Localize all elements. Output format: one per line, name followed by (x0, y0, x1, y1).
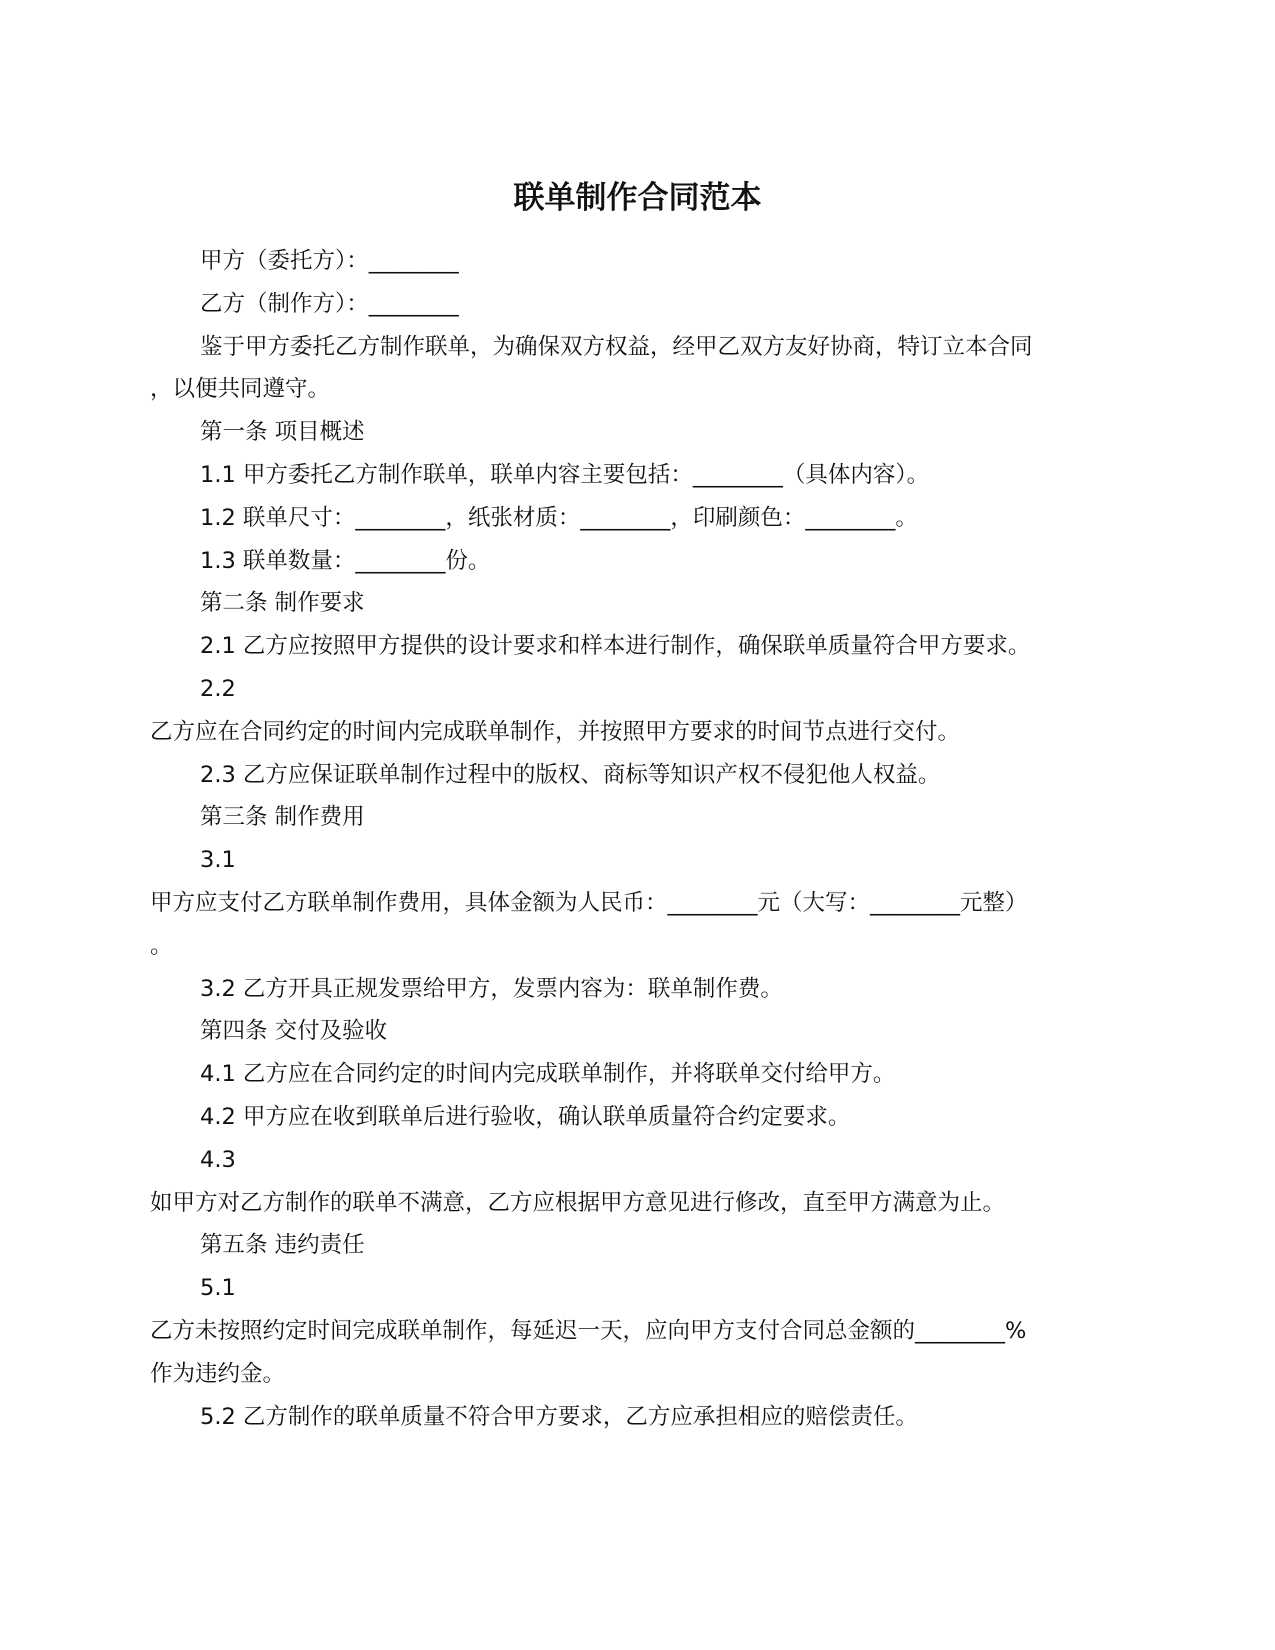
article-5-heading: 第五条 违约责任 (200, 1232, 365, 1259)
clause-2-3: 2.3 乙方应保证联单制作过程中的版权、商标等知识产权不侵犯他人权益。 (200, 761, 941, 788)
party-a-line: 甲方（委托方）：________ (200, 248, 459, 274)
clause-5-2: 5.2 乙方制作的联单质量不符合甲方要求，乙方应承担相应的赔偿责任。 (200, 1403, 918, 1430)
preamble-line-2: ，以便共同遵守。 (150, 376, 331, 403)
clause-4-3-text: 如甲方对乙方制作的联单不满意，乙方应根据甲方意见进行修改，直至甲方满意为止。 (150, 1189, 1006, 1216)
clause-5-1-number: 5.1 (200, 1275, 236, 1302)
clause-1-3: 1.3 联单数量：________份。 (200, 547, 491, 574)
clause-1-2: 1.2 联单尺寸：________，纸张材质：________，印刷颜色：________。 (200, 504, 918, 531)
article-4-heading: 第四条 交付及验收 (200, 1018, 388, 1045)
clause-2-2-number: 2.2 (200, 675, 236, 702)
article-2-heading: 第二条 制作要求 (200, 590, 365, 617)
clause-4-1: 4.1 乙方应在合同约定的时间内完成联单制作，并将联单交付给甲方。 (200, 1061, 896, 1088)
article-1-heading: 第一条 项目概述 (200, 419, 365, 446)
document-title: 联单制作合同范本 (513, 180, 762, 216)
clause-5-1-end: 作为违约金。 (150, 1360, 286, 1387)
clause-3-2: 3.2 乙方开具正规发票给甲方，发票内容为：联单制作费。 (200, 975, 783, 1002)
clause-3-1-number: 3.1 (200, 847, 236, 874)
clause-2-2-text: 乙方应在合同约定的时间内完成联单制作，并按照甲方要求的时间节点进行交付。 (150, 718, 961, 745)
clause-5-1-text: 乙方未按照约定时间完成联单制作，每延迟一天，应向甲方支付合同总金额的________% (150, 1317, 1027, 1344)
clause-2-1: 2.1 乙方应按照甲方提供的设计要求和样本进行制作，确保联单质量符合甲方要求。 (200, 633, 1031, 660)
article-3-heading: 第三条 制作费用 (200, 804, 365, 831)
clause-3-1-end: 。 (150, 932, 173, 959)
clause-1-1: 1.1 甲方委托乙方制作联单，联单内容主要包括：________（具体内容）。 (200, 461, 930, 488)
clause-4-2: 4.2 甲方应在收到联单后进行验收，确认联单质量符合约定要求。 (200, 1103, 851, 1130)
clause-4-3-number: 4.3 (200, 1146, 236, 1173)
party-b-line: 乙方（制作方）：________ (200, 290, 459, 317)
clause-3-1-text: 甲方应支付乙方联单制作费用，具体金额为人民币：________元（大写：________元整） (150, 889, 1028, 916)
preamble-line-1: 鉴于甲方委托乙方制作联单，为确保双方权益，经甲乙双方友好协商，特订立本合同 (200, 333, 1033, 360)
document-body (150, 240, 1130, 1438)
